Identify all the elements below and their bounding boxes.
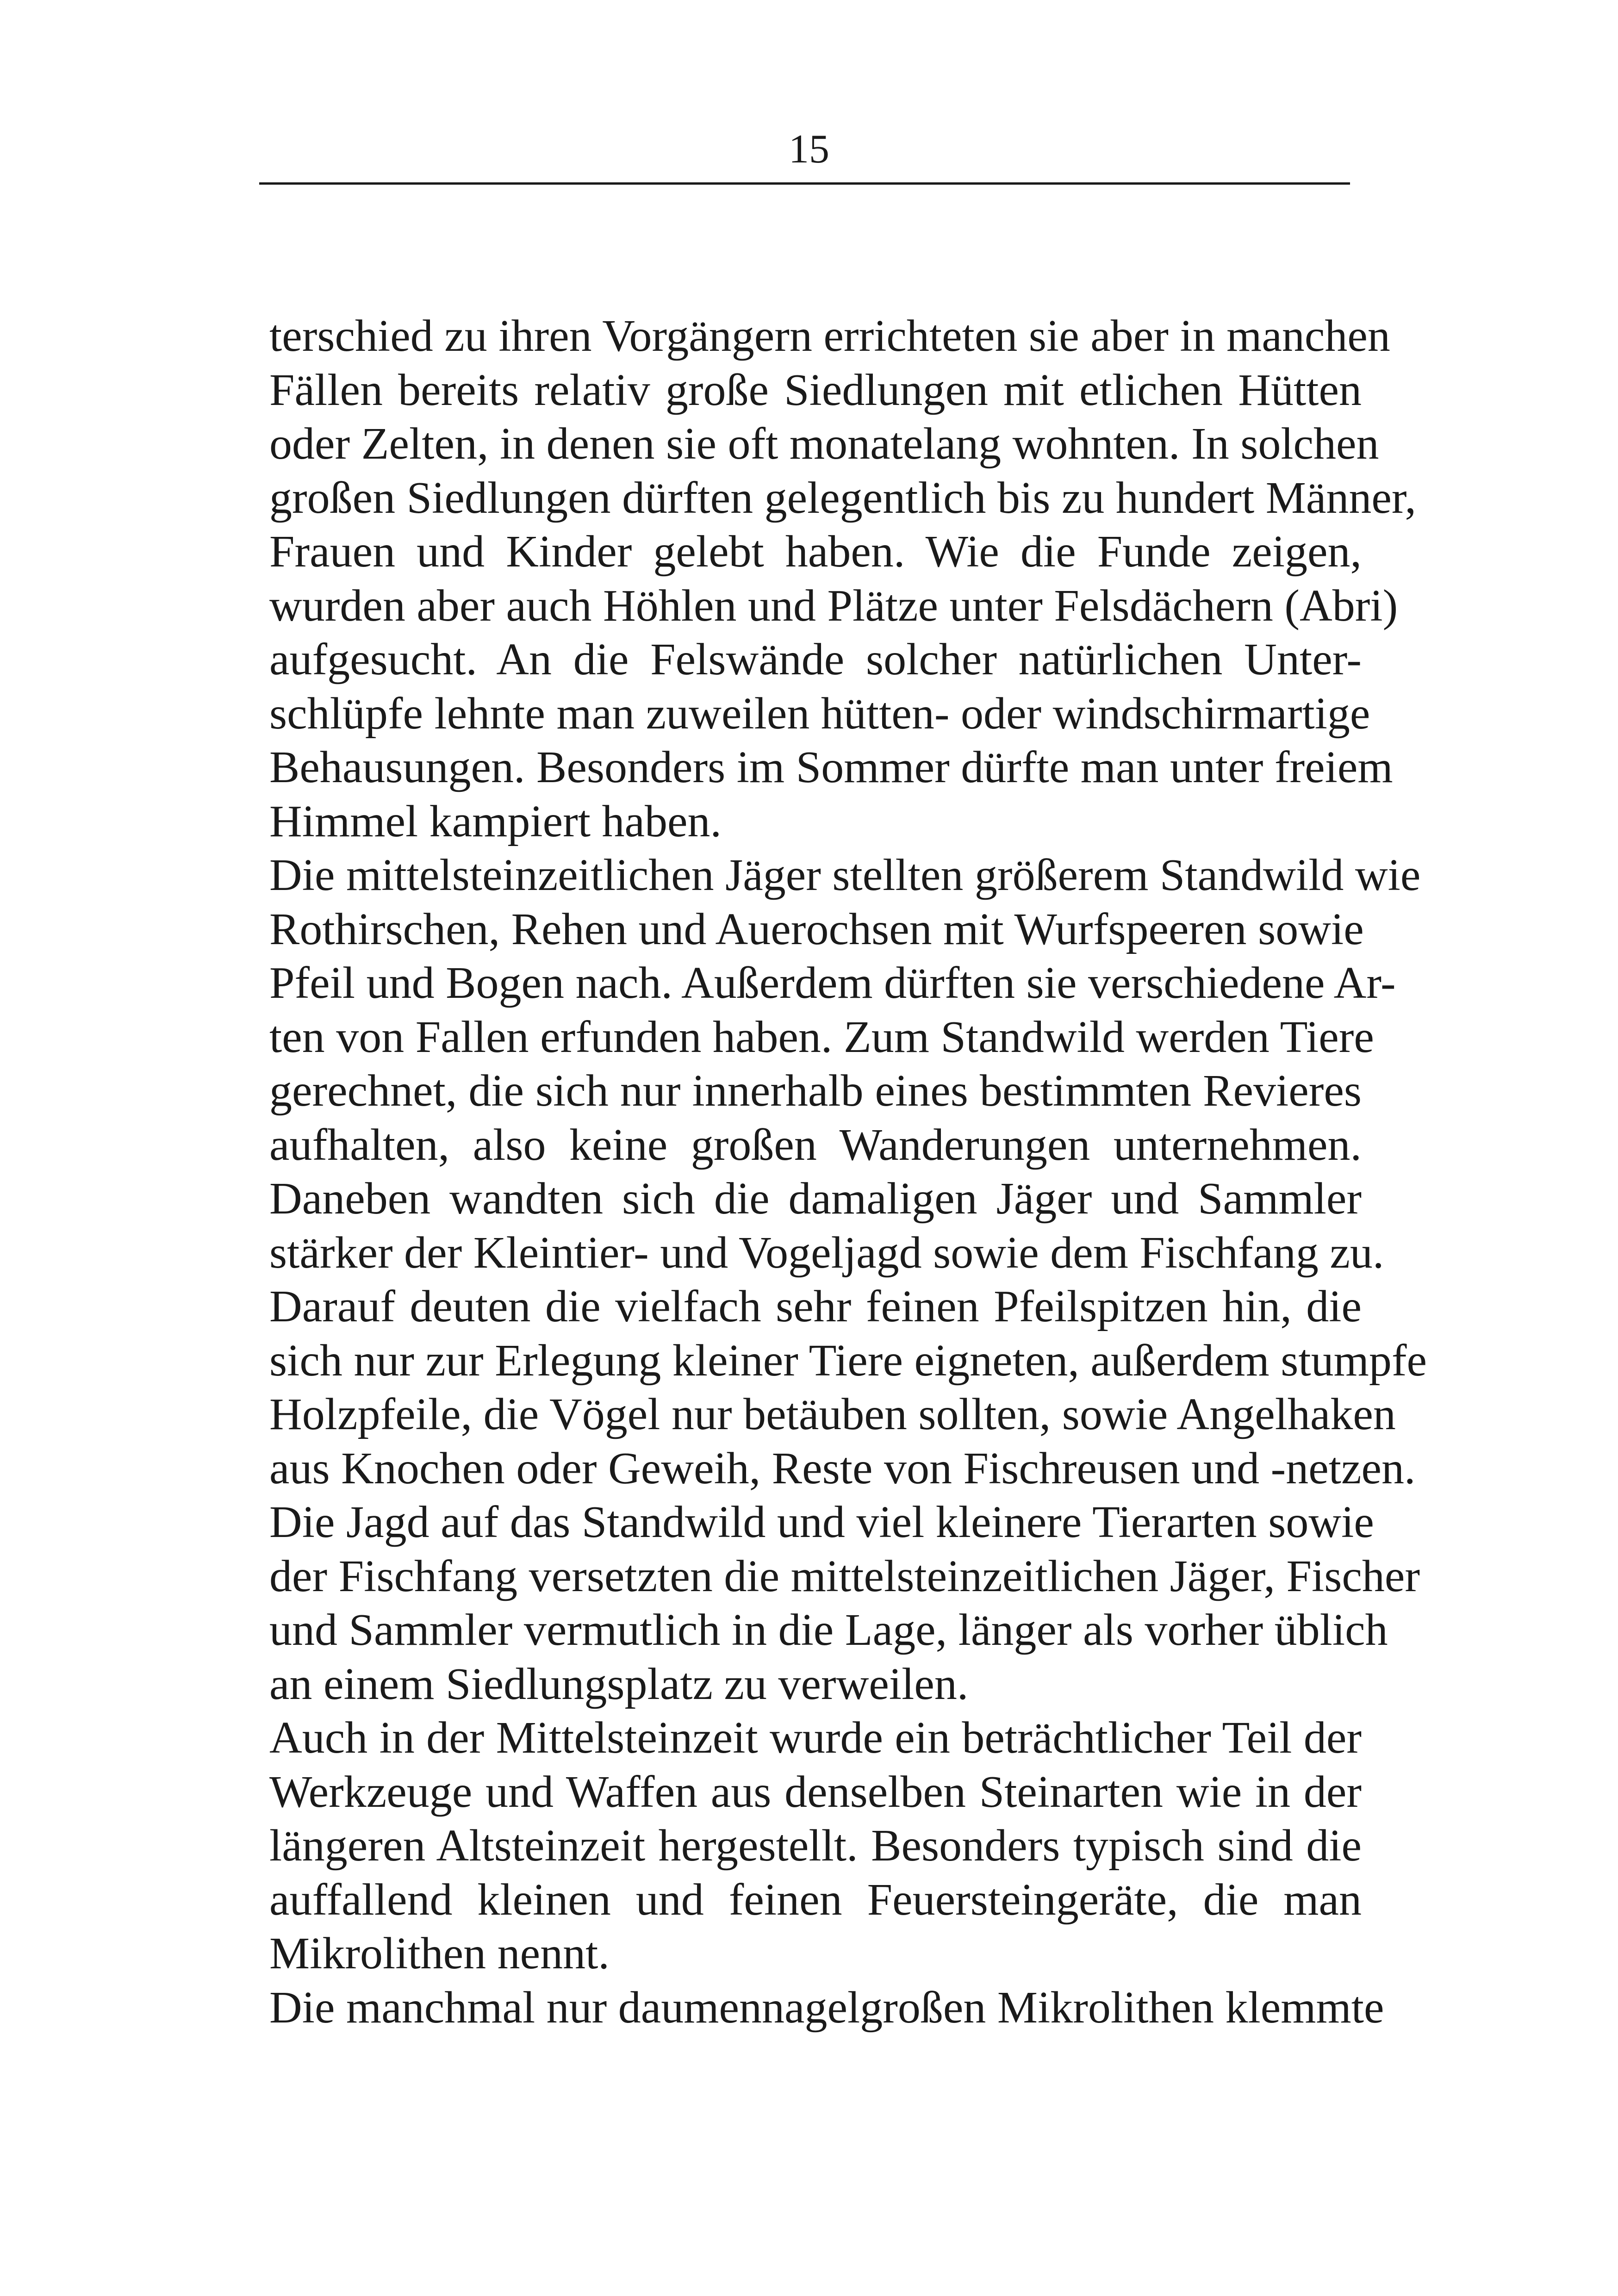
text-line: ten von Fallen erfunden haben. Zum Standwild werden Tiere [269, 1012, 1374, 1062]
text-line: terschied zu ihren Vorgängern errichteten sie aber in manchen [269, 311, 1390, 361]
text-line: Fällen bereits relativ große Siedlungen mit etlichen Hütten [269, 365, 1362, 415]
text-line: Mikrolithen nennt. [269, 1929, 610, 1979]
text-line: Die Jagd auf das Standwild und viel kleinere Tierarten sowie [269, 1497, 1374, 1547]
text-line: Die mittelsteinzeitlichen Jäger stellten größerem Standwild wie [269, 850, 1421, 900]
text-line: Rothirschen, Rehen und Auerochsen mit Wurfspeeren sowie [269, 904, 1364, 954]
text-line: gerechnet, die sich nur innerhalb eines bestimmten Revieres [269, 1066, 1362, 1116]
text-line: längeren Altsteinzeit hergestellt. Besonders typisch sind die [269, 1821, 1362, 1871]
text-line: Frauen und Kinder gelebt haben. Wie die Funde zeigen, [269, 527, 1362, 577]
text-line: großen Siedlungen dürften gelegentlich bis zu hundert Männer, [269, 473, 1417, 523]
text-line: sich nur zur Erlegung kleiner Tiere eigneten, außerdem stumpfe [269, 1335, 1427, 1386]
text-line: aufgesucht. An die Felswände solcher natürlichen Unter- [269, 635, 1362, 684]
text-line: Auch in der Mittelsteinzeit wurde ein beträchtlicher Teil der [269, 1713, 1362, 1763]
text-line: Die manchmal nur daumennagelgroßen Mikrolithen klemmte [269, 1982, 1384, 2033]
text-line: Darauf deuten die vielfach sehr feinen Pfeilspitzen hin, die [269, 1282, 1362, 1332]
text-line: Himmel kampiert haben. [269, 796, 722, 846]
text-line: Behausungen. Besonders im Sommer dürfte man unter freiem [269, 742, 1393, 792]
text-line: aus Knochen oder Geweih, Reste von Fischreusen und -netzen. [269, 1443, 1416, 1493]
text-line: an einem Siedlungsplatz zu verweilen. [269, 1659, 969, 1709]
text-line: auffallend kleinen und feinen Feuersteingeräte, die man [269, 1874, 1362, 1925]
text-line: stärker der Kleintier- und Vogeljagd sowie dem Fischfang zu. [269, 1227, 1384, 1278]
text-line: schlüpfe lehnte man zuweilen hütten- oder windschirmartige [269, 688, 1370, 739]
text-line: Pfeil und Bogen nach. Außerdem dürften sie verschiedene Ar- [269, 958, 1396, 1008]
text-line: Werkzeuge und Waffen aus denselben Steinarten wie in der [269, 1767, 1362, 1817]
text-line: Holzpfeile, die Vögel nur betäuben sollten, sowie Angelhaken [269, 1389, 1396, 1439]
text-line: und Sammler vermutlich in die Lage, länger als vorher üblich [269, 1605, 1388, 1655]
text-line: oder Zelten, in denen sie oft monatelang wohnten. In solchen [269, 419, 1379, 469]
body-text [269, 309, 1427, 2035]
page-number: 15 [789, 127, 829, 172]
text-line: wurden aber auch Höhlen und Plätze unter Felsdächern (Abri) [269, 580, 1398, 631]
text-line: aufhalten, also keine großen Wanderungen unternehmen. [269, 1120, 1362, 1170]
text-line: Daneben wandten sich die damaligen Jäger und Sammler [269, 1174, 1362, 1224]
text-line: der Fischfang versetzten die mittelsteinzeitlichen Jäger, Fischer [269, 1551, 1420, 1601]
header-rule [259, 182, 1350, 185]
